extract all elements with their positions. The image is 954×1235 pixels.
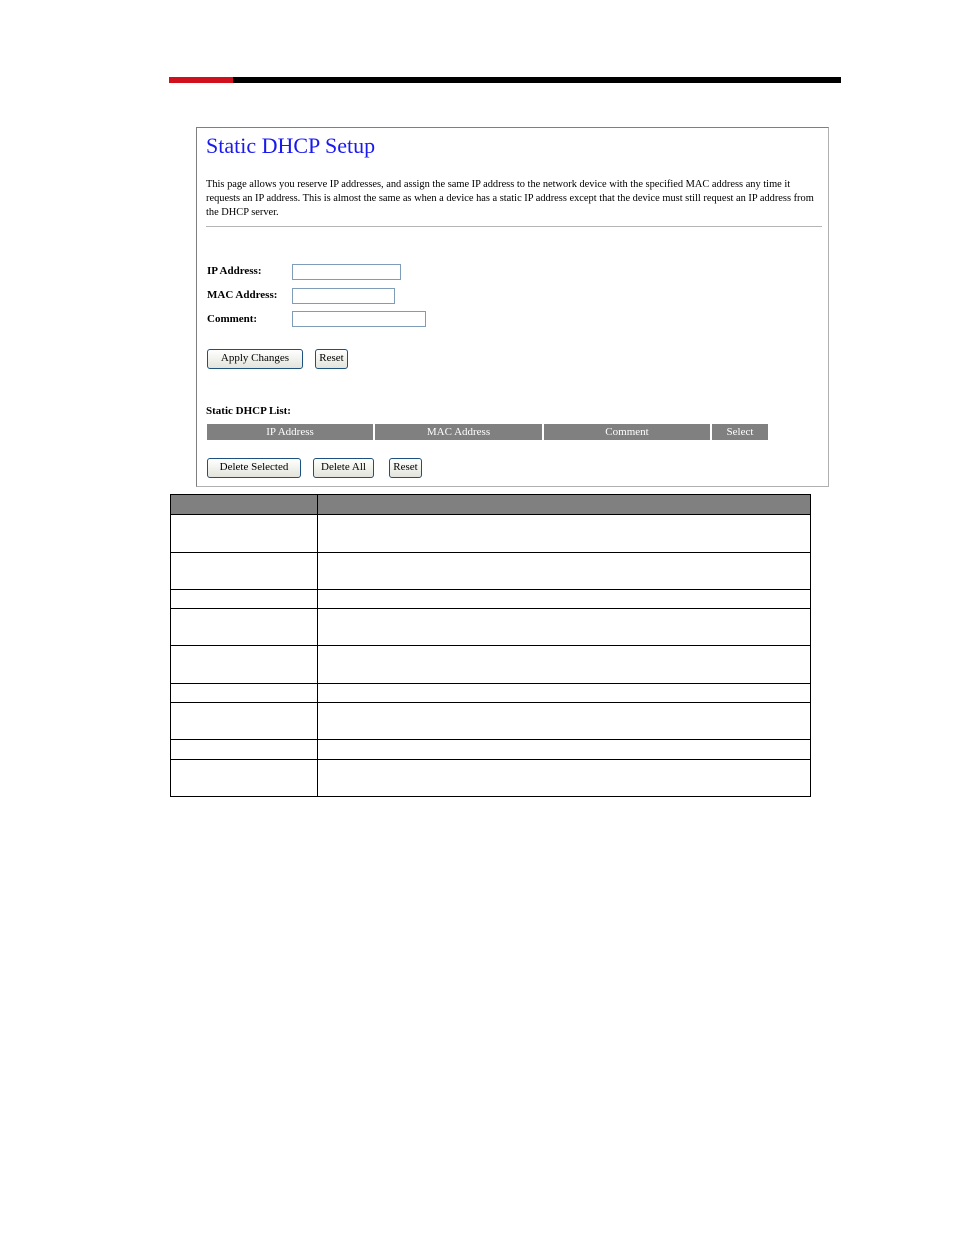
column-header-mac-address: MAC Address: [375, 424, 542, 440]
page-description: This page allows you reserve IP addresses, and assign the same IP address to the network device with the specified MAC address any time it requests an IP address. This is almost the same as when a device has a static IP address except that the device must still request an IP address from the DHCP server.: [206, 179, 814, 218]
header-accent-bar-black: [233, 77, 841, 83]
table-row: [171, 683, 811, 702]
reset-list-button[interactable]: Reset: [389, 458, 422, 478]
static-dhcp-list-title: Static DHCP List:: [206, 405, 291, 417]
description-table: [170, 494, 811, 797]
table-row: [171, 552, 811, 589]
table-row: [171, 759, 811, 796]
table-row: [171, 703, 811, 740]
column-header-ip-address: IP Address: [207, 424, 373, 440]
delete-all-button[interactable]: Delete All: [313, 458, 374, 478]
mac-address-label: MAC Address:: [207, 289, 278, 301]
reset-form-button[interactable]: Reset: [315, 349, 348, 369]
ip-address-label: IP Address:: [207, 265, 262, 277]
table-row: [171, 515, 811, 552]
table-row: [171, 609, 811, 646]
table-row: [171, 646, 811, 683]
header-accent-bar-red: [169, 77, 233, 83]
table-row: [171, 589, 811, 608]
comment-label: Comment:: [207, 313, 258, 325]
static-dhcp-list-header: [207, 424, 768, 440]
comment-input[interactable]: [292, 311, 426, 327]
column-header-select: Select: [712, 424, 768, 440]
mac-address-input[interactable]: [292, 288, 395, 304]
divider: [206, 226, 822, 227]
page-title: Static DHCP Setup: [206, 133, 376, 158]
delete-selected-button[interactable]: Delete Selected: [207, 458, 301, 478]
description-table-header: [171, 495, 811, 515]
table-row: [171, 740, 811, 759]
column-header-comment: Comment: [544, 424, 710, 440]
ip-address-input[interactable]: [292, 264, 401, 280]
apply-changes-button[interactable]: Apply Changes: [207, 349, 303, 369]
static-dhcp-panel: [196, 127, 829, 487]
